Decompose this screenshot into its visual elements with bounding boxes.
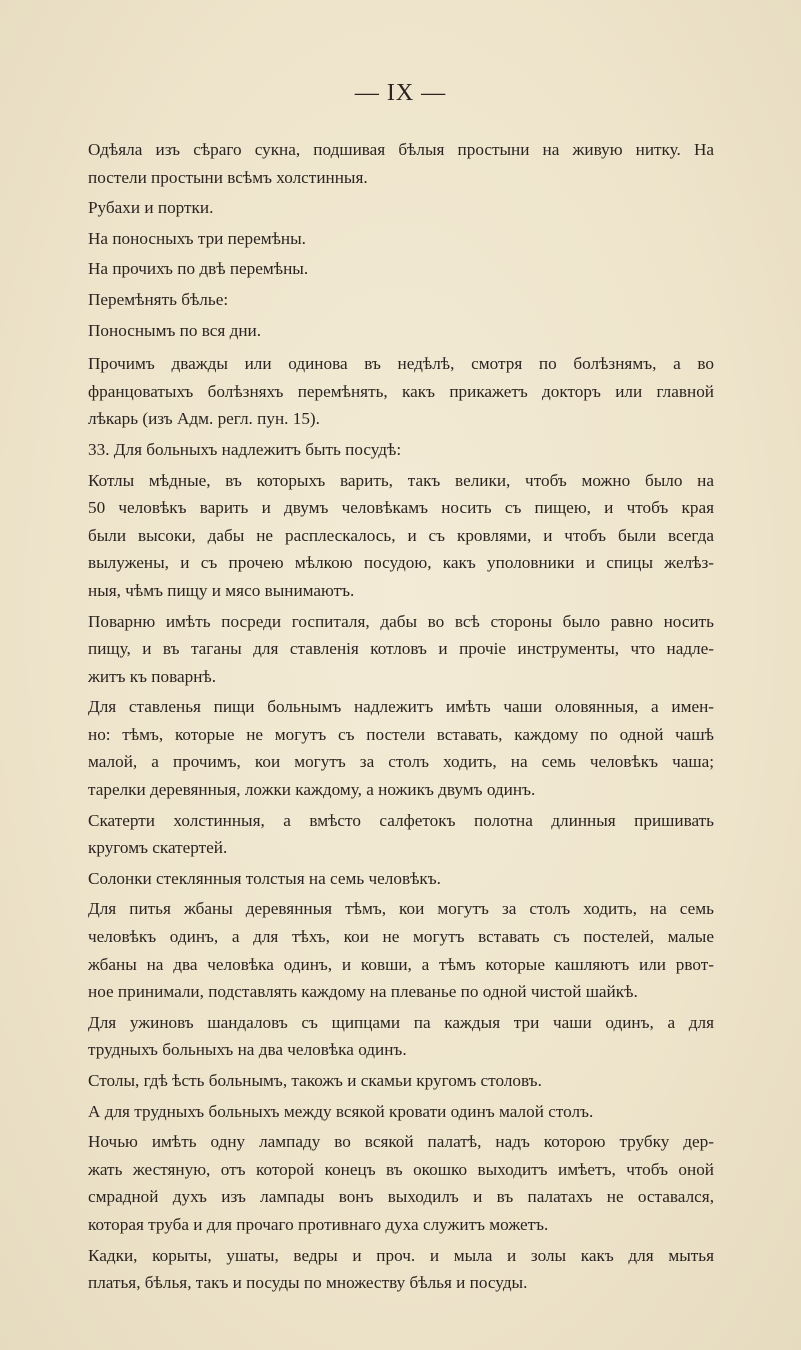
- text-line: были высоки, дабы не расплескалось, и съ кровлями, и чтобъ были всегда: [88, 525, 714, 545]
- text-line: жбаны на два человѣка одинъ, и ковши, а тѣмъ которые кашляютъ или рвот-: [88, 954, 714, 974]
- paragraph: [88, 317, 714, 345]
- text-line: Поноснымъ по вся дни.: [88, 320, 262, 340]
- page-number: — IX —: [354, 80, 447, 106]
- text-line: На поносныхъ три перемѣны.: [88, 228, 306, 248]
- text-line: Перемѣнять бѣлье:: [88, 289, 229, 309]
- paragraph: [88, 436, 714, 464]
- text-line: вылужены, и съ прочею мѣлкою посудою, какъ уполовники и спицы желѣз-: [88, 553, 714, 573]
- paragraph: [88, 693, 714, 803]
- paragraph: [88, 1067, 714, 1095]
- paragraph: [88, 286, 714, 314]
- text-line: лѣкарь (изъ Адм. регл. пун. 15).: [88, 409, 320, 429]
- text-line: францоватыхъ болѣзняхъ перемѣнять, какъ прикажетъ докторъ или главной: [88, 381, 714, 401]
- paragraph: [88, 1242, 714, 1297]
- text-line: Для ставленья пищи больнымъ надлежитъ имѣть чаши оловянныя, а имен-: [88, 697, 714, 717]
- paragraph: [88, 895, 714, 1005]
- paragraph: [88, 194, 714, 222]
- text-line: малой, а прочимъ, кои могутъ за столъ ходить, на семь человѣкъ чаша;: [88, 752, 714, 772]
- text-line: кругомъ скатертей.: [88, 838, 228, 858]
- paragraph: [88, 350, 714, 433]
- paragraph: [88, 1098, 714, 1126]
- text-line: Одѣяла изъ сѣраго сукна, подшивая бѣлыя простыни на живую нитку. На: [88, 140, 714, 159]
- text-line: тарелки деревянныя, ложки каждому, а ножикъ двумъ одинъ.: [88, 780, 536, 800]
- text-line: трудныхъ больныхъ на два человѣка одинъ.: [88, 1040, 407, 1060]
- text-line: 50 человѣкъ варить и двумъ человѣкамъ носить съ пищею, и чтобъ края: [88, 498, 714, 518]
- body-text: [88, 136, 714, 1297]
- text-line: но: тѣмъ, которые не могутъ съ постели вставать, каждому по одной чашѣ: [88, 724, 714, 744]
- text-line: ныя, чѣмъ пищу и мясо вынимаютъ.: [88, 580, 355, 600]
- text-line: На прочихъ по двѣ перемѣны.: [88, 259, 309, 279]
- text-line: Для ужиновъ шандаловъ съ щипцами па каждыя три чаши одинъ, а для: [88, 1012, 714, 1032]
- text-line: платья, бѣлья, такъ и посуды по множеству бѣлья и посуды.: [88, 1273, 528, 1293]
- paragraph: [88, 136, 714, 191]
- text-line: постели простыни всѣмъ холстинныя.: [88, 167, 368, 187]
- text-line: которая труба и для прочаго противнаго духа служитъ можетъ.: [88, 1214, 549, 1234]
- text-line: житъ къ поварнѣ.: [88, 666, 217, 686]
- text-line: Для питья жбаны деревянныя тѣмъ, кои могутъ за столъ ходить, на семь: [88, 899, 714, 919]
- paragraph: [88, 467, 714, 605]
- text-line: Котлы мѣдные, въ которыхъ варить, такъ велики, чтобъ можно было на: [88, 470, 714, 490]
- paragraph: [88, 255, 714, 283]
- text-line: Кадки, корыты, ушаты, ведры и проч. и мыла и золы какъ для мытья: [88, 1245, 714, 1265]
- text-line: жать жестяную, отъ которой конецъ въ окошко выходитъ имѣетъ, чтобъ оной: [88, 1159, 714, 1179]
- text-line: смрадной духъ изъ лампады вонъ выходилъ и въ палатахъ не оставался,: [88, 1187, 714, 1207]
- text-line: Поварню имѣть посреди госпиталя, дабы во всѣ стороны было равно носить: [88, 611, 714, 631]
- paragraph: [88, 1128, 714, 1238]
- text-line: пищу, и въ таганы для ставленія котловъ и прочіе инструменты, что надле-: [88, 639, 714, 659]
- paragraph: [88, 225, 714, 253]
- text-line: 33. Для больныхъ надлежитъ быть посудѣ:: [88, 439, 402, 459]
- text-line: Столы, гдѣ ѣсть больнымъ, такожъ и скамьи кругомъ столовъ.: [88, 1071, 542, 1090]
- text-line: Рубахи и портки.: [88, 198, 214, 218]
- text-line: А для трудныхъ больныхъ между всякой кровати одинъ малой столъ.: [88, 1101, 594, 1121]
- paragraph: [88, 865, 714, 893]
- text-line: человѣкъ одинъ, а для тѣхъ, кои не могутъ вставать съ постелей, малые: [88, 927, 714, 947]
- text-line: Скатерти холстинныя, а вмѣсто салфетокъ полотна длинныя пришивать: [88, 810, 714, 830]
- paragraph: [88, 807, 714, 862]
- text-line: Прочимъ дважды или одинова въ недѣлѣ, смотря по болѣзнямъ, а во: [88, 354, 714, 374]
- text-line: Ночью имѣть одну лампаду во всякой палатѣ, надъ которою трубку дер-: [88, 1132, 714, 1152]
- paragraph: [88, 608, 714, 691]
- paragraph: [88, 1009, 714, 1064]
- text-line: Солонки стеклянныя толстыя на семь человѣкъ.: [88, 868, 441, 888]
- text-line: ное принимали, подставлять каждому на плеванье по одной чистой шайкѣ.: [88, 982, 638, 1002]
